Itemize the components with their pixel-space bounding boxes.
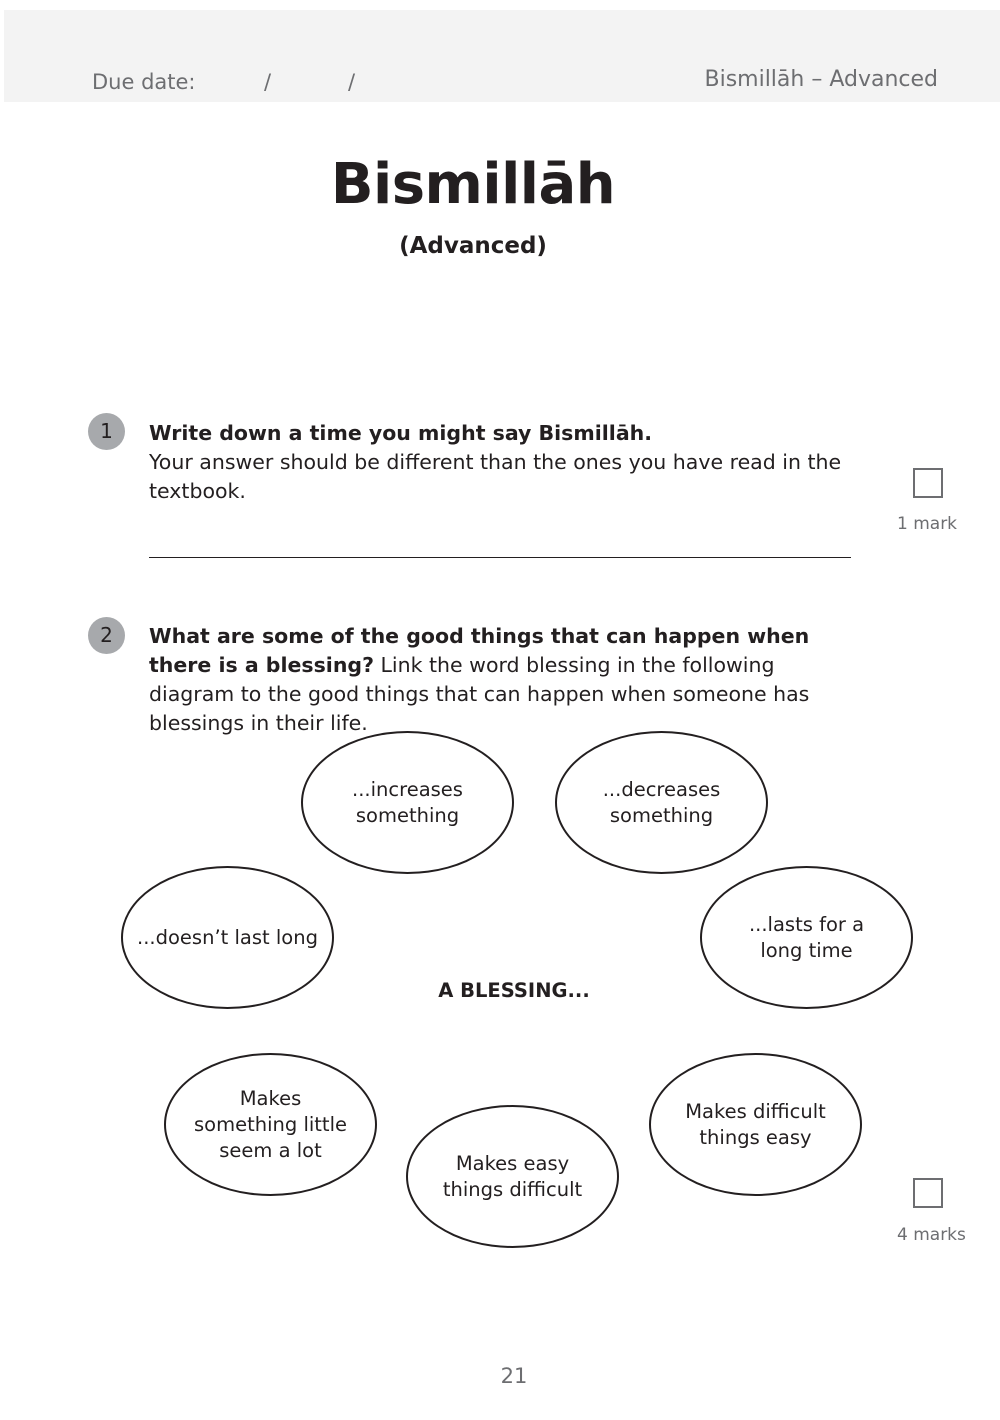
question-1-instructions: Your answer should be different than the ones you have read in the textbook. (149, 450, 842, 503)
page-number: 21 (500, 1364, 528, 1388)
running-header: Bismillāh – Advanced (704, 67, 938, 92)
option-little-seem-a-lot[interactable]: Makes something little seem a lot (164, 1053, 377, 1196)
option-difficult-things-easy[interactable]: Makes difficult things easy (649, 1053, 862, 1196)
option-easy-things-difficult[interactable]: Makes easy things difficult (406, 1105, 619, 1248)
page-title: Bismillāh (330, 152, 616, 217)
question-number: 1 (88, 413, 125, 450)
due-date-slash: / (264, 70, 272, 94)
option-increases-something[interactable]: ...increases something (301, 731, 514, 874)
question-1-text (149, 419, 849, 506)
question-number: 2 (88, 617, 125, 654)
option-lasts-long-time[interactable]: ...lasts for a long time (700, 866, 913, 1009)
question-1-prompt: Write down a time you might say Bismillāh. (149, 421, 653, 445)
mark-checkbox[interactable] (913, 468, 943, 498)
question-2-prompt: What are some of the good things that can happen when there is a blessing? (149, 624, 810, 677)
marks-label: 4 marks (897, 1225, 966, 1245)
question-2-text (149, 622, 854, 738)
due-date-label: Due date: (92, 70, 196, 94)
option-doesnt-last-long[interactable]: ...doesn’t last long (121, 866, 334, 1009)
page-subtitle: (Advanced) (399, 233, 547, 259)
answer-line[interactable] (149, 557, 851, 558)
mark-checkbox[interactable] (913, 1178, 943, 1208)
diagram-center-label: A BLESSING... (438, 979, 590, 1002)
option-decreases-something[interactable]: ...decreases something (555, 731, 768, 874)
due-date-slash: / (348, 70, 356, 94)
marks-label: 1 mark (897, 514, 958, 534)
question-2-instructions: Link the word blessing in the following diagram to the good things that can happen when someone has blessings in their life. (149, 653, 810, 735)
